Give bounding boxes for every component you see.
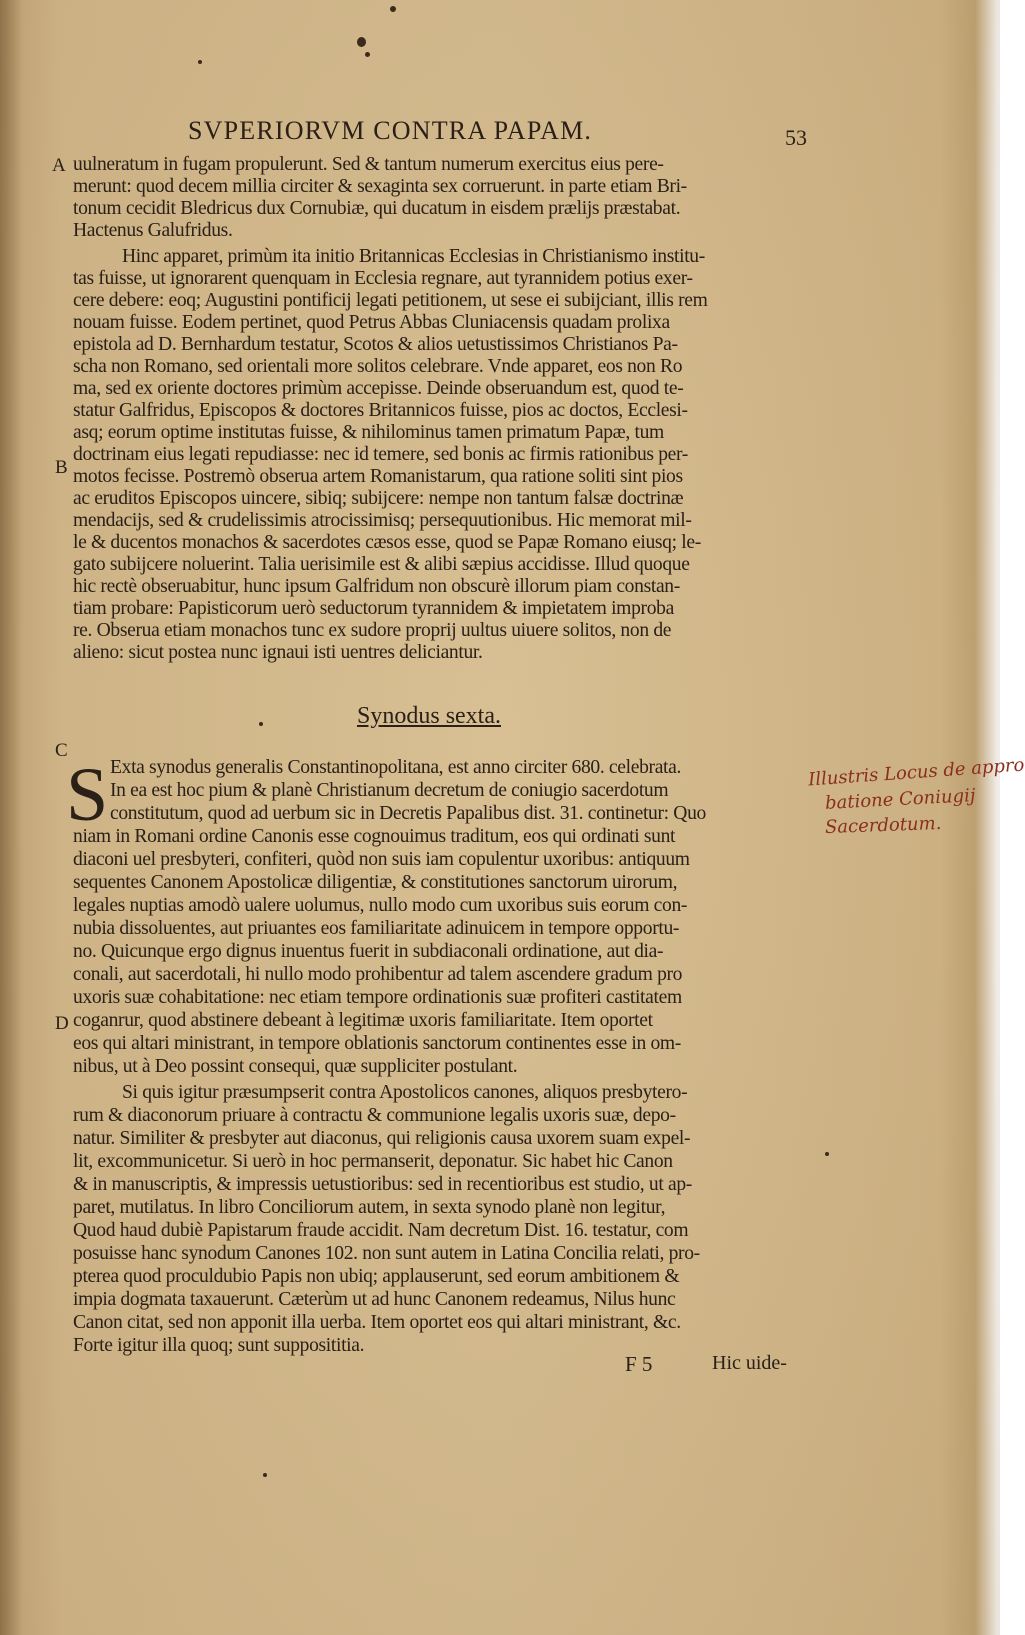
text-line: nibus, ut à Deo possint consequi, quæ suppliciter postulant. — [73, 1056, 518, 1077]
text-line: paret, mutilatus. In libro Conciliorum autem, in sexta synodo planè non legitur, — [73, 1197, 666, 1218]
text-line: ac eruditos Episcopos uincere, sibiq; subijcere: nempe non tantum falsæ doctrinæ — [73, 488, 684, 509]
text-line: Canon citat, sed non apponit illa uerba. Item oportet eos qui altari ministrant, &c. — [73, 1312, 681, 1333]
ink-speck — [357, 37, 366, 47]
text-line: Hactenus Galufridus. — [73, 220, 233, 241]
text-line: Exta synodus generalis Constantinopolitana, est anno circiter 680. celebrata. — [110, 757, 682, 778]
text-line: sequentes Canonem Apostolicæ diligentiæ, & constitutiones sanctorum uirorum, — [73, 872, 678, 893]
text-line: asq; eorum optime institutas fuisse, & nihilominus tamen primatum Papæ, tum — [73, 422, 664, 443]
running-head: SVPERIORVM CONTRA PAPAM. — [188, 116, 593, 145]
text-line: epistola ad D. Bernhardum testatur, Scotos & alios uetustissimos Christianos Pa- — [73, 334, 678, 355]
text-line: eos qui altari ministrant, in tempore oblationis sanctorum continentes esse in om- — [73, 1033, 681, 1054]
text-line: mendacijs, sed & crudelissimis atrocissimisq; persequutionibus. Hic memorat mil- — [73, 510, 692, 531]
text-line: ma, sed ex oriente doctores primùm accepisse. Deinde obseruandum est, quod te- — [73, 378, 684, 399]
text-line: & in manuscriptis, & impressis uetustioribus: sed in recentioribus est studio, ut ap- — [73, 1174, 692, 1195]
text-line: re. Obserua etiam monachos tunc ex sudore proprij uultus uiuere solitos, non de — [73, 620, 672, 641]
text-line: constitutum, quod ad uerbum sic in Decretis Papalibus dist. 31. continetur: Quo — [110, 803, 706, 824]
text-line: impia dogmata taxauerunt. Cæterùm ut ad hunc Canonem redeamus, Nilus hunc — [73, 1289, 676, 1310]
text-line: posuisse hanc synodum Canones 102. non sunt autem in Latina Concilia relati, pro- — [73, 1243, 700, 1264]
text-line: nubia dissoluentes, aut priuantes eos familiaritate adinuicem in tempore opportu- — [73, 918, 680, 939]
text-line: pterea quod proculdubio Papis non ubiq; applauserunt, sed eorum ambitionem & — [73, 1266, 680, 1287]
text-line: merunt: quod decem millia circiter & sexaginta sex corruerunt. in parte etiam Bri- — [73, 176, 687, 197]
text-line: diaconi uel presbyteri, confiteri, quòd non suis iam copulentur uxoribus: antiquum — [73, 849, 690, 870]
margin-marker-b: B — [55, 457, 68, 478]
text-line: coganrur, quod abstinere debeant à legitimæ uxoris familiaritate. Item oportet — [73, 1010, 653, 1031]
ink-speck — [198, 60, 202, 64]
text-line: lit, excommunicetur. Si uerò in hoc permanserit, deponatur. Sic habet hic Canon — [73, 1151, 673, 1172]
margin-marker-a: A — [52, 155, 66, 176]
text-line: legales nuptias amodò ualere uolumus, nullo modo cum uxoribus suis eorum con- — [73, 895, 688, 916]
ink-speck — [825, 1152, 829, 1156]
ink-speck — [259, 722, 263, 726]
text-line: hic rectè obseruabitur, hunc ipsum Galfridum non obscurè illorum piam constan- — [73, 576, 680, 597]
text-line: scha non Romano, sed orientali more solitos celebrare. Vnde apparet, eos non Ro — [73, 356, 683, 377]
text-line: In ea est hoc pium & planè Christianum decretum de coniugio sacerdotum — [110, 780, 669, 801]
text-line: cere debere: eoq; Augustini pontificij legati petitionem, ut sese ei subijciant, illis rem — [73, 290, 708, 311]
text-line: tonum cecidit Bledricus dux Cornubiæ, qui ducatum in eisdem prælijs præstabat. — [73, 198, 681, 219]
margin-annotation-line: Sacerdotum. — [824, 812, 942, 839]
text-line: tiam probare: Papisticorum uerò seductorum tyrannidem & impietatem improba — [73, 598, 674, 619]
ink-speck — [390, 6, 396, 12]
text-line: Quod haud dubiè Papistarum fraude accidit. Nam decretum Dist. 16. testatur, com — [73, 1220, 689, 1241]
text-line: tas fuisse, ut ignorarent quenquam in Ecclesia regnare, aut tyrannidem potius exer- — [73, 268, 693, 289]
text-line: natur. Similiter & presbyter aut diaconus, qui religionis causa uxorem suam expel- — [73, 1128, 691, 1149]
text-line: Si quis igitur præsumpserit contra Apostolicos canones, aliquos presbytero- — [122, 1082, 688, 1103]
text-line: statur Galfridus, Episcopos & doctores Britannicos fuisse, pios ac doctos, Ecclesi- — [73, 400, 688, 421]
page-number: 53 — [785, 125, 807, 150]
text-line: uulneratum in fugam propulerunt. Sed & tantum numerum exercitus eius pere- — [73, 154, 664, 175]
signature-mark: F 5 — [625, 1352, 653, 1376]
margin-marker-c: C — [55, 740, 68, 761]
margin-annotation-line: batione Coniugij — [824, 785, 976, 814]
text-line: alieno: sicut postea nunc ignaui isti uentres deliciantur. — [73, 642, 483, 663]
text-line: conali, aut sacerdotali, hi nullo modo prohibentur ad talem ascendere gradum pro — [73, 964, 683, 985]
text-line: motos fecisse. Postremò obserua artem Romanistarum, qua ratione soliti sint pios — [73, 466, 683, 487]
margin-marker-d: D — [55, 1013, 69, 1034]
catchword: Hic uide- — [712, 1352, 787, 1374]
margin-annotation-line: Illustris Locus de appro — [807, 754, 1025, 791]
text-line: rum & diaconorum priuare à contractu & communione legalis uxoris suæ, depo- — [73, 1105, 676, 1126]
text-line: gato subijcere noluerint. Talia uerisimile est & alibi sæpius accidisse. Illud quoque — [73, 554, 690, 575]
ink-speck — [365, 52, 370, 57]
text-line: uxoris suæ cohabitatione: nec etiam tempore ordinationis suæ profiteri castitatem — [73, 987, 682, 1008]
text-line: le & ducentos monachos & sacerdotes cæsos esse, quod se Papæ Romano eiusq; le- — [73, 532, 701, 553]
drop-cap: S — [66, 753, 109, 837]
text-line: nouam fuisse. Eodem pertinet, quod Petrus Abbas Cluniacensis quadam prolixa — [73, 312, 670, 333]
text-line: Hinc apparet, primùm ita initio Britannicas Ecclesias in Christianismo institu- — [122, 246, 705, 267]
text-line: niam in Romani ordine Canonis esse cognouimus traditum, eos qui ordinati sunt — [73, 826, 676, 847]
text-line: doctrinam eius legati repudiasse: nec id temere, sed bonis ac firmis rationibus per- — [73, 444, 688, 465]
section-title: Synodus sexta. — [357, 703, 501, 729]
ink-speck — [263, 1473, 267, 1477]
text-line: no. Quicunque ergo dignus inuentus fuerit in subdiaconali ordinatione, aut dia- — [73, 941, 664, 962]
text-line: Forte igitur illa quoq; sunt supposititia. — [73, 1335, 365, 1356]
